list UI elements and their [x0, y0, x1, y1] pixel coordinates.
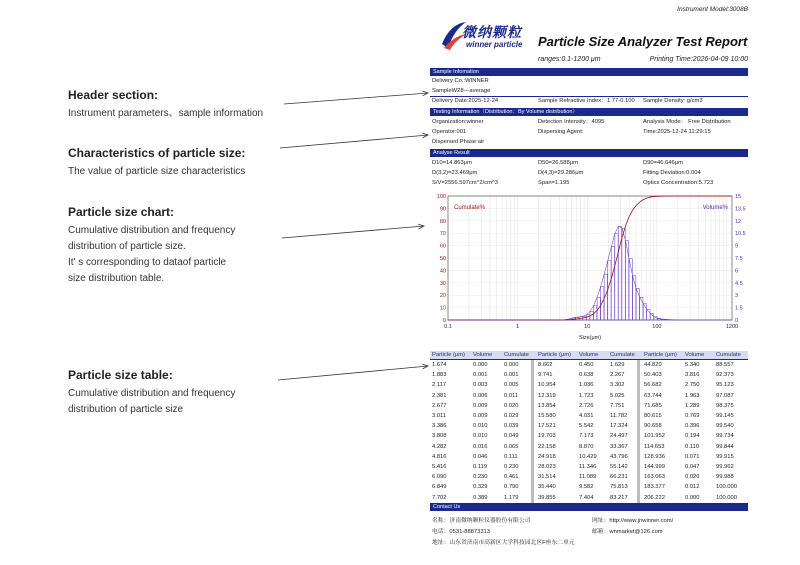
left-tick-label: 50	[439, 256, 446, 262]
table-cell: 0.005	[504, 382, 519, 389]
table-cell: 92.373	[716, 372, 734, 379]
d32: D(3,2)=23.469μm	[432, 170, 478, 176]
column-separator	[637, 360, 640, 503]
column-header: Particle (μm)	[538, 352, 571, 358]
volume-bar	[626, 241, 629, 320]
x-tick-label: 10	[584, 324, 591, 330]
column-header: Particle (μm)	[432, 352, 465, 358]
table-cell: 31.514	[538, 474, 556, 481]
table-cell: 99.844	[716, 443, 734, 450]
table-cell: 144.999	[644, 464, 665, 470]
table-cell: 0.001	[504, 372, 519, 379]
volume-bar	[629, 259, 632, 320]
dispersed-phase: Dispersed Phase:air	[432, 139, 485, 145]
right-tick-label: 1.5	[735, 305, 743, 312]
left-tick-label: 70	[439, 231, 446, 238]
volume-bar	[650, 314, 653, 320]
annotation-heading: Header section:	[68, 88, 159, 102]
table-cell: 0.046	[473, 453, 488, 460]
left-tick-label: 40	[439, 268, 446, 275]
table-cell: 1.036	[579, 382, 594, 389]
table-cell: 0.001	[473, 372, 488, 379]
company-logo	[440, 20, 535, 54]
column-header: Particle (μm)	[644, 352, 677, 358]
arrow-characteristics	[280, 135, 428, 148]
table-cell: 10.429	[579, 453, 597, 460]
table-cell: 5.025	[610, 392, 625, 399]
left-tick-label: 20	[439, 293, 446, 300]
table-cell: 1.723	[579, 392, 594, 399]
annotation-heading: Characteristics of particle size:	[68, 146, 246, 160]
table-cell: 97.087	[716, 392, 734, 399]
arrow-chart	[282, 226, 424, 238]
table-cell: 15.580	[538, 413, 556, 419]
detection-intensity: Detection Intensity：4095	[538, 119, 605, 125]
volume-bar	[601, 287, 604, 320]
table-cell: 24.497	[610, 433, 628, 440]
analysis-mode: Analysis Mode： Free Distribution	[643, 119, 731, 125]
table-cell: 0.011	[504, 392, 519, 399]
left-tick-label: 0	[442, 318, 446, 324]
delivery-date: Delivery Date:2025-12-24	[432, 98, 499, 104]
table-cell: 63.744	[644, 392, 662, 399]
annotation-text: distribution of particle size	[68, 404, 184, 415]
volume-bar	[636, 288, 639, 320]
table-cell: 4.282	[432, 443, 447, 450]
annotation-text: Instrument parameters、sample information	[68, 108, 264, 119]
x-axis-label: Size(μm)	[578, 335, 602, 341]
table-cell: 101.952	[644, 433, 665, 440]
volume-axis-label: Volume%	[702, 205, 728, 211]
annotation-text: The value of particle size characteristics	[68, 166, 246, 177]
table-cell: 88.557	[716, 362, 734, 368]
table-cell: 99.540	[716, 423, 734, 430]
table-cell: 0.029	[504, 413, 519, 419]
table-cell: 3.816	[685, 372, 700, 379]
table-cell: 50.403	[644, 372, 662, 379]
left-tick-label: 80	[439, 218, 446, 225]
ranges: ranges:0.1-1200 μm	[538, 56, 601, 63]
logo-chinese: 微纳颗粒	[462, 24, 522, 40]
table-cell: 99.962	[716, 464, 734, 470]
table-cell: 0.047	[685, 464, 700, 470]
annotation-text: Cumulative distribution and frequency	[68, 225, 236, 236]
right-tick-label: 12	[735, 218, 742, 225]
table-cell: 0.230	[504, 464, 519, 470]
table-cell: 11.346	[579, 464, 597, 470]
table-cell: 0.009	[473, 402, 488, 409]
table-cell: 0.110	[685, 443, 700, 450]
table-cell: 11.089	[579, 474, 597, 481]
table-cell: 3.386	[432, 423, 447, 430]
table-cell: 43.796	[610, 453, 628, 460]
column-header: Cumulate	[504, 352, 529, 358]
left-tick-label: 10	[439, 305, 446, 312]
table-cell: 44.820	[644, 362, 662, 368]
table-cell: 0.010	[473, 423, 488, 430]
table-cell: 8.662	[538, 362, 553, 368]
table-cell: 98.375	[716, 402, 734, 409]
delivery-co: Delivery Co.:WINNER	[432, 78, 489, 84]
table-cell: 0.000	[504, 362, 519, 368]
table-cell: 4.031	[579, 413, 594, 419]
contact-address: 地址：山东省济南市高新区大学科技园北区F座东二单元	[432, 540, 575, 546]
table-cell: 0.194	[685, 433, 700, 440]
table-cell: 3.302	[610, 382, 625, 389]
table-cell: 114.653	[644, 443, 665, 450]
table-cell: 11.782	[610, 413, 628, 419]
table-cell: 99.145	[716, 413, 734, 419]
table-cell: 33.367	[610, 443, 628, 450]
table-cell: 5.340	[685, 362, 700, 368]
table-cell: 0.638	[579, 372, 594, 379]
sample-info-bar: Sample Infomation	[430, 68, 748, 76]
table-cell: 0.003	[473, 382, 488, 389]
table-cell: 39.855	[538, 494, 556, 501]
table-cell: 0.111	[504, 453, 518, 460]
table-cell: 0.049	[504, 433, 519, 440]
table-cell: 24.918	[538, 453, 556, 460]
table-cell: 28.023	[538, 464, 556, 470]
table-cell: 0.329	[473, 484, 488, 491]
table-cell: 90.658	[644, 423, 662, 430]
testing-info-bar: Testing Information（Distribution：By Volume distribution）	[430, 108, 748, 116]
table-cell: 8.870	[579, 443, 594, 450]
table-cell: 12.319	[538, 392, 556, 399]
table-cell: 1.963	[685, 392, 700, 399]
table-cell: 0.026	[685, 474, 700, 481]
particle-size-chart	[430, 192, 748, 342]
table-cell: 2.381	[432, 392, 447, 399]
table-cell: 66.231	[610, 474, 628, 481]
left-tick-label: 60	[439, 243, 446, 250]
column-header: Volume	[473, 352, 493, 358]
table-cell: 19.703	[538, 433, 556, 440]
table-cell: 7.173	[579, 433, 594, 440]
left-tick-label: 100	[436, 194, 446, 200]
printing-time: Printing Time:2026-04-09 10:00	[649, 56, 748, 63]
volume-bar	[622, 228, 625, 320]
table-cell: 56.682	[644, 382, 662, 389]
volume-bar	[611, 247, 614, 320]
table-cell: 13.854	[538, 402, 556, 409]
right-tick-label: 3	[735, 293, 739, 300]
contact-web[interactable]: 网址：http://www.jnwinner.com/	[592, 518, 674, 524]
span: Span=1.195	[538, 180, 570, 186]
table-cell: 2.267	[610, 372, 625, 379]
left-tick-label: 90	[439, 206, 446, 213]
annotation-chart	[68, 205, 235, 287]
table-cell: 0.020	[504, 402, 519, 409]
table-cell: 206.222	[644, 494, 665, 501]
d90: D90=46.646μm	[643, 160, 683, 166]
table-cell: 2.677	[432, 402, 447, 409]
arrow-header	[284, 93, 428, 104]
table-cell: 0.009	[473, 413, 488, 419]
table-cell: 83.217	[610, 494, 628, 501]
table-cell: 0.230	[473, 474, 488, 481]
right-tick-label: 9	[735, 243, 739, 250]
annotation-table	[68, 368, 235, 418]
table-cell: 17.521	[538, 423, 556, 430]
table-cell: 99.988	[716, 474, 734, 481]
table-cell: 10.954	[538, 382, 556, 389]
table-cell: 1.179	[504, 494, 519, 501]
right-tick-label: 7.5	[735, 256, 743, 262]
table-cell: 6.090	[432, 474, 447, 481]
table-cell: 7.702	[432, 494, 447, 501]
column-separator	[531, 360, 534, 503]
annotation-text: distribution of particle size.	[68, 241, 186, 252]
table-cell: 0.016	[473, 443, 488, 450]
table-cell: 0.006	[473, 392, 488, 399]
column-header: Volume	[685, 352, 705, 358]
table-cell: 75.813	[610, 484, 628, 491]
volume-line	[448, 226, 732, 320]
table-cell: 0.000	[473, 362, 488, 368]
table-cell: 3.808	[432, 433, 447, 440]
table-cell: 22.158	[538, 443, 556, 450]
table-cell: 9.741	[538, 372, 553, 379]
optics-concentration: Optics Concentration:5.723	[643, 180, 714, 186]
left-tick-label: 30	[439, 280, 446, 287]
annotation-text: It' s corresponding to dataof particle	[68, 257, 227, 268]
table-cell: 95.123	[716, 382, 734, 389]
sample-name: SampleW28---average	[432, 88, 491, 94]
sample-row	[430, 87, 748, 96]
table-cell: 17.324	[610, 423, 628, 430]
table-cell: 0.065	[504, 443, 519, 450]
table-cell: 99.915	[716, 453, 734, 460]
annotation-header	[68, 88, 263, 122]
table-cell: 5.542	[579, 423, 594, 430]
table-cell: 2.117	[432, 382, 447, 389]
table-cell: 2.726	[579, 402, 594, 409]
table-cell: 4.816	[432, 453, 447, 460]
right-tick-label: 13.5	[735, 206, 746, 213]
volume-bar	[615, 234, 618, 320]
right-tick-label: 0	[735, 318, 739, 324]
operator-row	[430, 128, 748, 137]
table-cell: 1.289	[685, 402, 700, 409]
contact-tel: 电话：0531-88873313	[432, 529, 491, 535]
table-cell: 0.000	[685, 494, 700, 501]
dispersed-phase-row	[430, 138, 748, 147]
table-cell: 163.063	[644, 474, 665, 481]
right-tick-label: 10.5	[735, 231, 746, 238]
table-cell: 0.119	[473, 464, 488, 470]
delivery-date-row	[430, 97, 748, 106]
table-cell: 1.629	[610, 362, 625, 368]
d-values-row	[430, 159, 748, 168]
d10: D10=14.863μm	[432, 160, 472, 166]
table-cell: 0.450	[579, 362, 594, 368]
instrument-model: Instrument Model:3008B	[677, 6, 748, 13]
delivery-co-row	[430, 77, 748, 86]
table-cell: 9.582	[579, 484, 594, 491]
specific-surface: S/V=2556.597cm^2/cm^3	[432, 180, 498, 186]
annotation-text: Cumulative distribution and frequency	[68, 388, 236, 399]
table-cell: 0.461	[504, 474, 519, 481]
analyse-result-bar: Analyse Result	[430, 149, 748, 157]
d43: D(4,3)=29.286μm	[538, 170, 584, 176]
report-title: Particle Size Analyzer Test Report	[538, 34, 748, 49]
particle-size-table	[430, 351, 748, 503]
table-cell: 35.440	[538, 484, 556, 491]
table-cell: 7.751	[610, 402, 625, 409]
table-cell: 128.936	[644, 453, 665, 460]
d50: D50=26.588μm	[538, 160, 578, 166]
right-tick-label: 4.5	[735, 280, 743, 287]
annotation-heading: Particle size table:	[68, 368, 173, 382]
column-header: Cumulate	[716, 352, 741, 358]
table-cell: 0.010	[473, 433, 488, 440]
table-cell: 0.790	[504, 484, 519, 491]
table-cell: 1.674	[432, 362, 447, 368]
contact-mail[interactable]: 邮箱：wnmarket@126.com	[592, 529, 663, 535]
table-cell: 0.769	[685, 413, 700, 419]
d-mean-row	[430, 169, 748, 178]
table-cell: 183.377	[644, 484, 665, 491]
column-header: Volume	[579, 352, 599, 358]
arrow-table	[278, 366, 428, 380]
x-tick-label: 1	[516, 324, 520, 330]
table-cell: 5.416	[432, 464, 447, 470]
annotation-heading: Particle size chart:	[68, 205, 175, 219]
fitting-deviation: Fitting Deviation:0.004	[643, 170, 701, 176]
cumulate-axis-label: Cumulate%	[454, 205, 486, 211]
operator: Operator:001	[432, 129, 467, 135]
x-tick-label: 1200	[725, 324, 739, 330]
table-cell: 99.734	[716, 433, 734, 440]
table-header	[430, 351, 748, 360]
x-tick-label: 0.1	[444, 324, 452, 330]
table-cell: 100.000	[716, 484, 737, 491]
right-tick-label: 6	[735, 268, 739, 275]
organization: Organization:winner	[432, 119, 484, 125]
refractive-index: Sample Refractive Index：1.77-0.100	[538, 98, 635, 104]
table-cell: 7.404	[579, 494, 594, 501]
sv-row	[430, 179, 748, 188]
table-cell: 0.012	[685, 484, 700, 491]
contact-bar: Contact Us	[430, 503, 748, 511]
x-tick-label: 100	[652, 324, 662, 330]
table-cell: 80.615	[644, 413, 662, 419]
table-cell: 71.685	[644, 402, 662, 409]
annotation-text: size distribution table.	[68, 273, 165, 284]
table-cell: 0.389	[473, 494, 488, 501]
table-cell: 0.071	[685, 453, 700, 460]
table-cell: 1.883	[432, 372, 447, 379]
column-header: Cumulate	[610, 352, 635, 358]
test-time: Time:2025-12-24 11:29:15	[643, 129, 711, 135]
organization-row	[430, 118, 748, 127]
contact-name: 名称：济南微纳颗粒仪器股份有限公司	[432, 518, 531, 524]
table-cell: 0.396	[685, 423, 700, 430]
logo-english: winner particle	[466, 40, 523, 49]
dispersing-agent: Dispersing Agent:	[538, 129, 584, 135]
table-cell: 3.011	[432, 413, 447, 419]
annotation-characteristics	[68, 146, 245, 180]
table-cell: 100.000	[716, 494, 737, 501]
table-cell: 0.039	[504, 423, 519, 430]
test-report	[430, 0, 748, 565]
table-cell: 6.849	[432, 484, 447, 491]
right-tick-label: 15	[735, 194, 742, 200]
table-cell: 2.750	[685, 382, 700, 389]
sample-density: Sample Density: g/cm3	[643, 98, 703, 104]
table-cell: 55.142	[610, 464, 628, 470]
